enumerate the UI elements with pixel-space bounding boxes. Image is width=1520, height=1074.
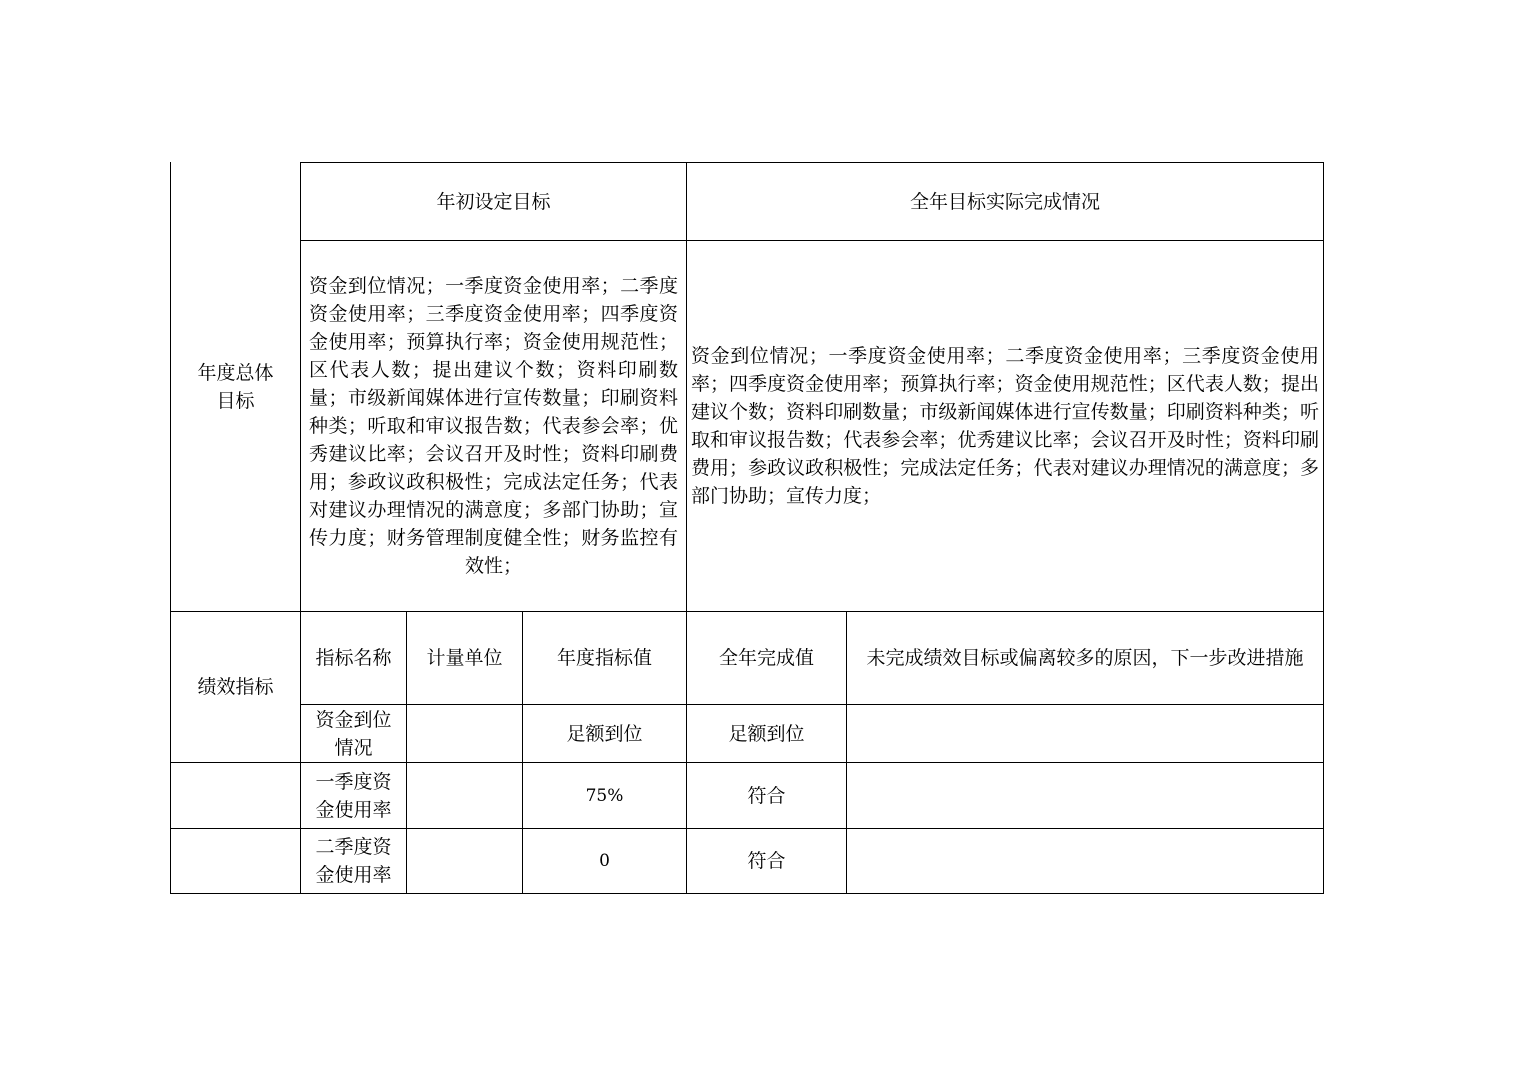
table-row-2-annual-target: 75% [585,785,624,806]
table-row-1-annual-target: 足额到位 [566,722,643,745]
table-row-3-indicator-name: 二季度资金使用率 [315,836,392,886]
header-initial-goal: 年初设定目标 [436,190,551,213]
label-performance-indicators: 绩效指标 [197,676,274,698]
col-header-indicator-name: 指标名称 [315,647,392,669]
table-row-2-indicator-name: 一季度资金使用率 [315,770,392,821]
table-row-2-reason [847,763,1323,828]
actual-completion-text: 资金到位情况；一季度资金使用率；二季度资金使用率；三季度资金使用率；四季度资金使用率；预算执行率；资金使用规范性；区代表人数；提出建议个数；资料印刷数量；市级新闻媒体进行宣传数量；印刷资料种类；听取和审议报告数；代表参会率；优秀建议比率；会议召开及时性；资料印刷费用；参政议政积极性；完成法定任务；代表对建议办理情况的满意度；多部门协助；宣传力度； [691,345,1319,507]
label-annual-goal: 年度总体目标 [197,362,274,412]
table-row-3-reason [847,829,1323,893]
table-row-1-unit [407,705,522,762]
col-header-annual-actual: 全年完成值 [718,647,814,669]
initial-goal-text: 资金到位情况；一季度资金使用率；二季度资金使用率；三季度资金使用率；四季度资金使用率；预算执行率；资金使用规范性；区代表人数；提出建议个数；资料印刷数量；市级新闻媒体进行宣传数量；印刷资料种类；听取和审议报告数；代表参会率；优秀建议比率；会议召开及时性；资料印刷费用；参政议政积极性；完成法定任务；代表对建议办理情况的满意度；多部门协助；宣传力度；财务管理制度健全性；财务监控有效性； [309,275,678,577]
header-actual-completion: 全年目标实际完成情况 [909,190,1100,213]
col-header-unit: 计量单位 [426,647,503,669]
table-row-1-indicator-name: 资金到位情况 [315,708,392,759]
rule-right [1323,162,1324,894]
table-row-3-unit [407,829,522,893]
col-header-annual-target: 年度指标值 [556,647,652,669]
table-row-3-annual-target: 0 [599,851,610,871]
col-header-reason: 未完成绩效目标或偏离较多的原因，下一步改进措施 [866,647,1304,669]
table-row-1-annual-actual: 足额到位 [728,722,805,745]
rule-bottom [170,893,1324,894]
table-row-1-reason [847,705,1323,762]
table-row-2-unit [407,763,522,828]
table-row-3-annual-actual: 符合 [747,850,786,872]
table-row-2-annual-actual: 符合 [747,784,786,807]
